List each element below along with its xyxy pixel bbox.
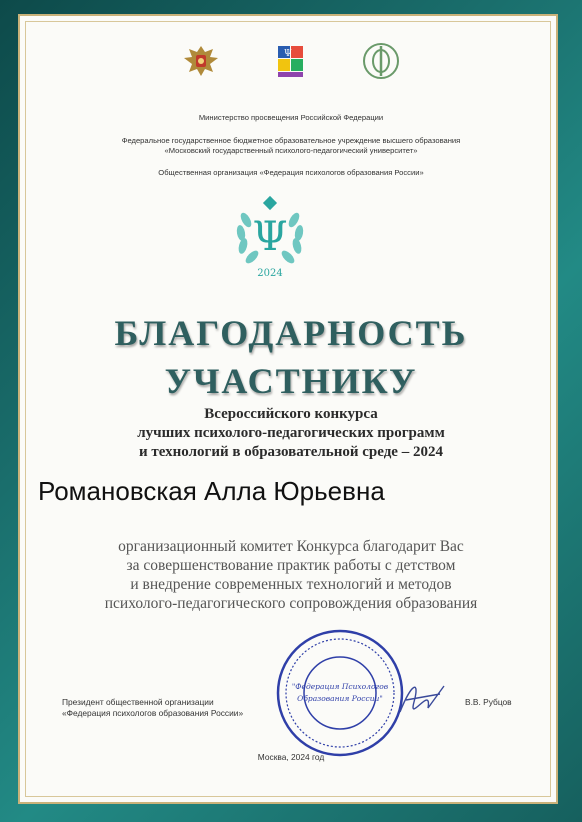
university-logo-icon <box>270 40 312 82</box>
svg-text:Ψ: Ψ <box>252 214 288 260</box>
federation-logo-icon <box>360 40 402 82</box>
message-line1: организационный комитет Конкурса благодарит Вас <box>118 538 464 555</box>
eagle-emblem-icon <box>180 40 222 82</box>
university-line2: «Московский государственный психолого-педагогический университет» <box>164 146 418 155</box>
signer-role-line2: «Федерация психологов образования России» <box>62 708 244 718</box>
message-line4: психолого-педагогического сопровождения образования <box>104 595 478 612</box>
signer-role-line1: Президент общественной организации <box>62 697 214 707</box>
title-line2: УЧАСТНИКУ <box>164 361 418 401</box>
stamp-center-line1: "Федерация Психологов <box>291 682 389 691</box>
university-line1: Федеральное государственное бюджетное образовательное учреждение высшего образования <box>121 136 461 145</box>
organization-stamp <box>272 625 408 761</box>
message-line2: за совершенствование практик работы с детством <box>126 557 456 574</box>
contest-line2: лучших психолого-педагогических программ <box>137 425 445 441</box>
contest-line1: Всероссийского конкурса <box>204 406 378 422</box>
logos-row <box>0 40 582 82</box>
psi-laurel-emblem-icon <box>226 188 314 284</box>
handwritten-signature <box>392 672 452 722</box>
emblem-year: 2024 <box>257 268 283 279</box>
recipient-name: Романовская Алла Юрьевна <box>38 476 385 506</box>
title-line1: БЛАГОДАРНОСТЬ <box>114 313 468 353</box>
organization-text: Общественная организация «Федерация психологов образования России» <box>158 168 424 177</box>
contest-line3: и технологий в образовательной среде – 2024 <box>139 444 443 460</box>
footer-place-date: Москва, 2024 год <box>257 752 325 762</box>
svg-text:Ψ: Ψ <box>284 49 292 59</box>
ministry-text: Министерство просвещения Российской Федерации <box>198 113 384 122</box>
message-line3: и внедрение современных технологий и методов <box>130 576 452 593</box>
stamp-center-line2: Образования России" <box>297 694 383 703</box>
signer-name: В.В. Рубцов <box>465 697 512 707</box>
